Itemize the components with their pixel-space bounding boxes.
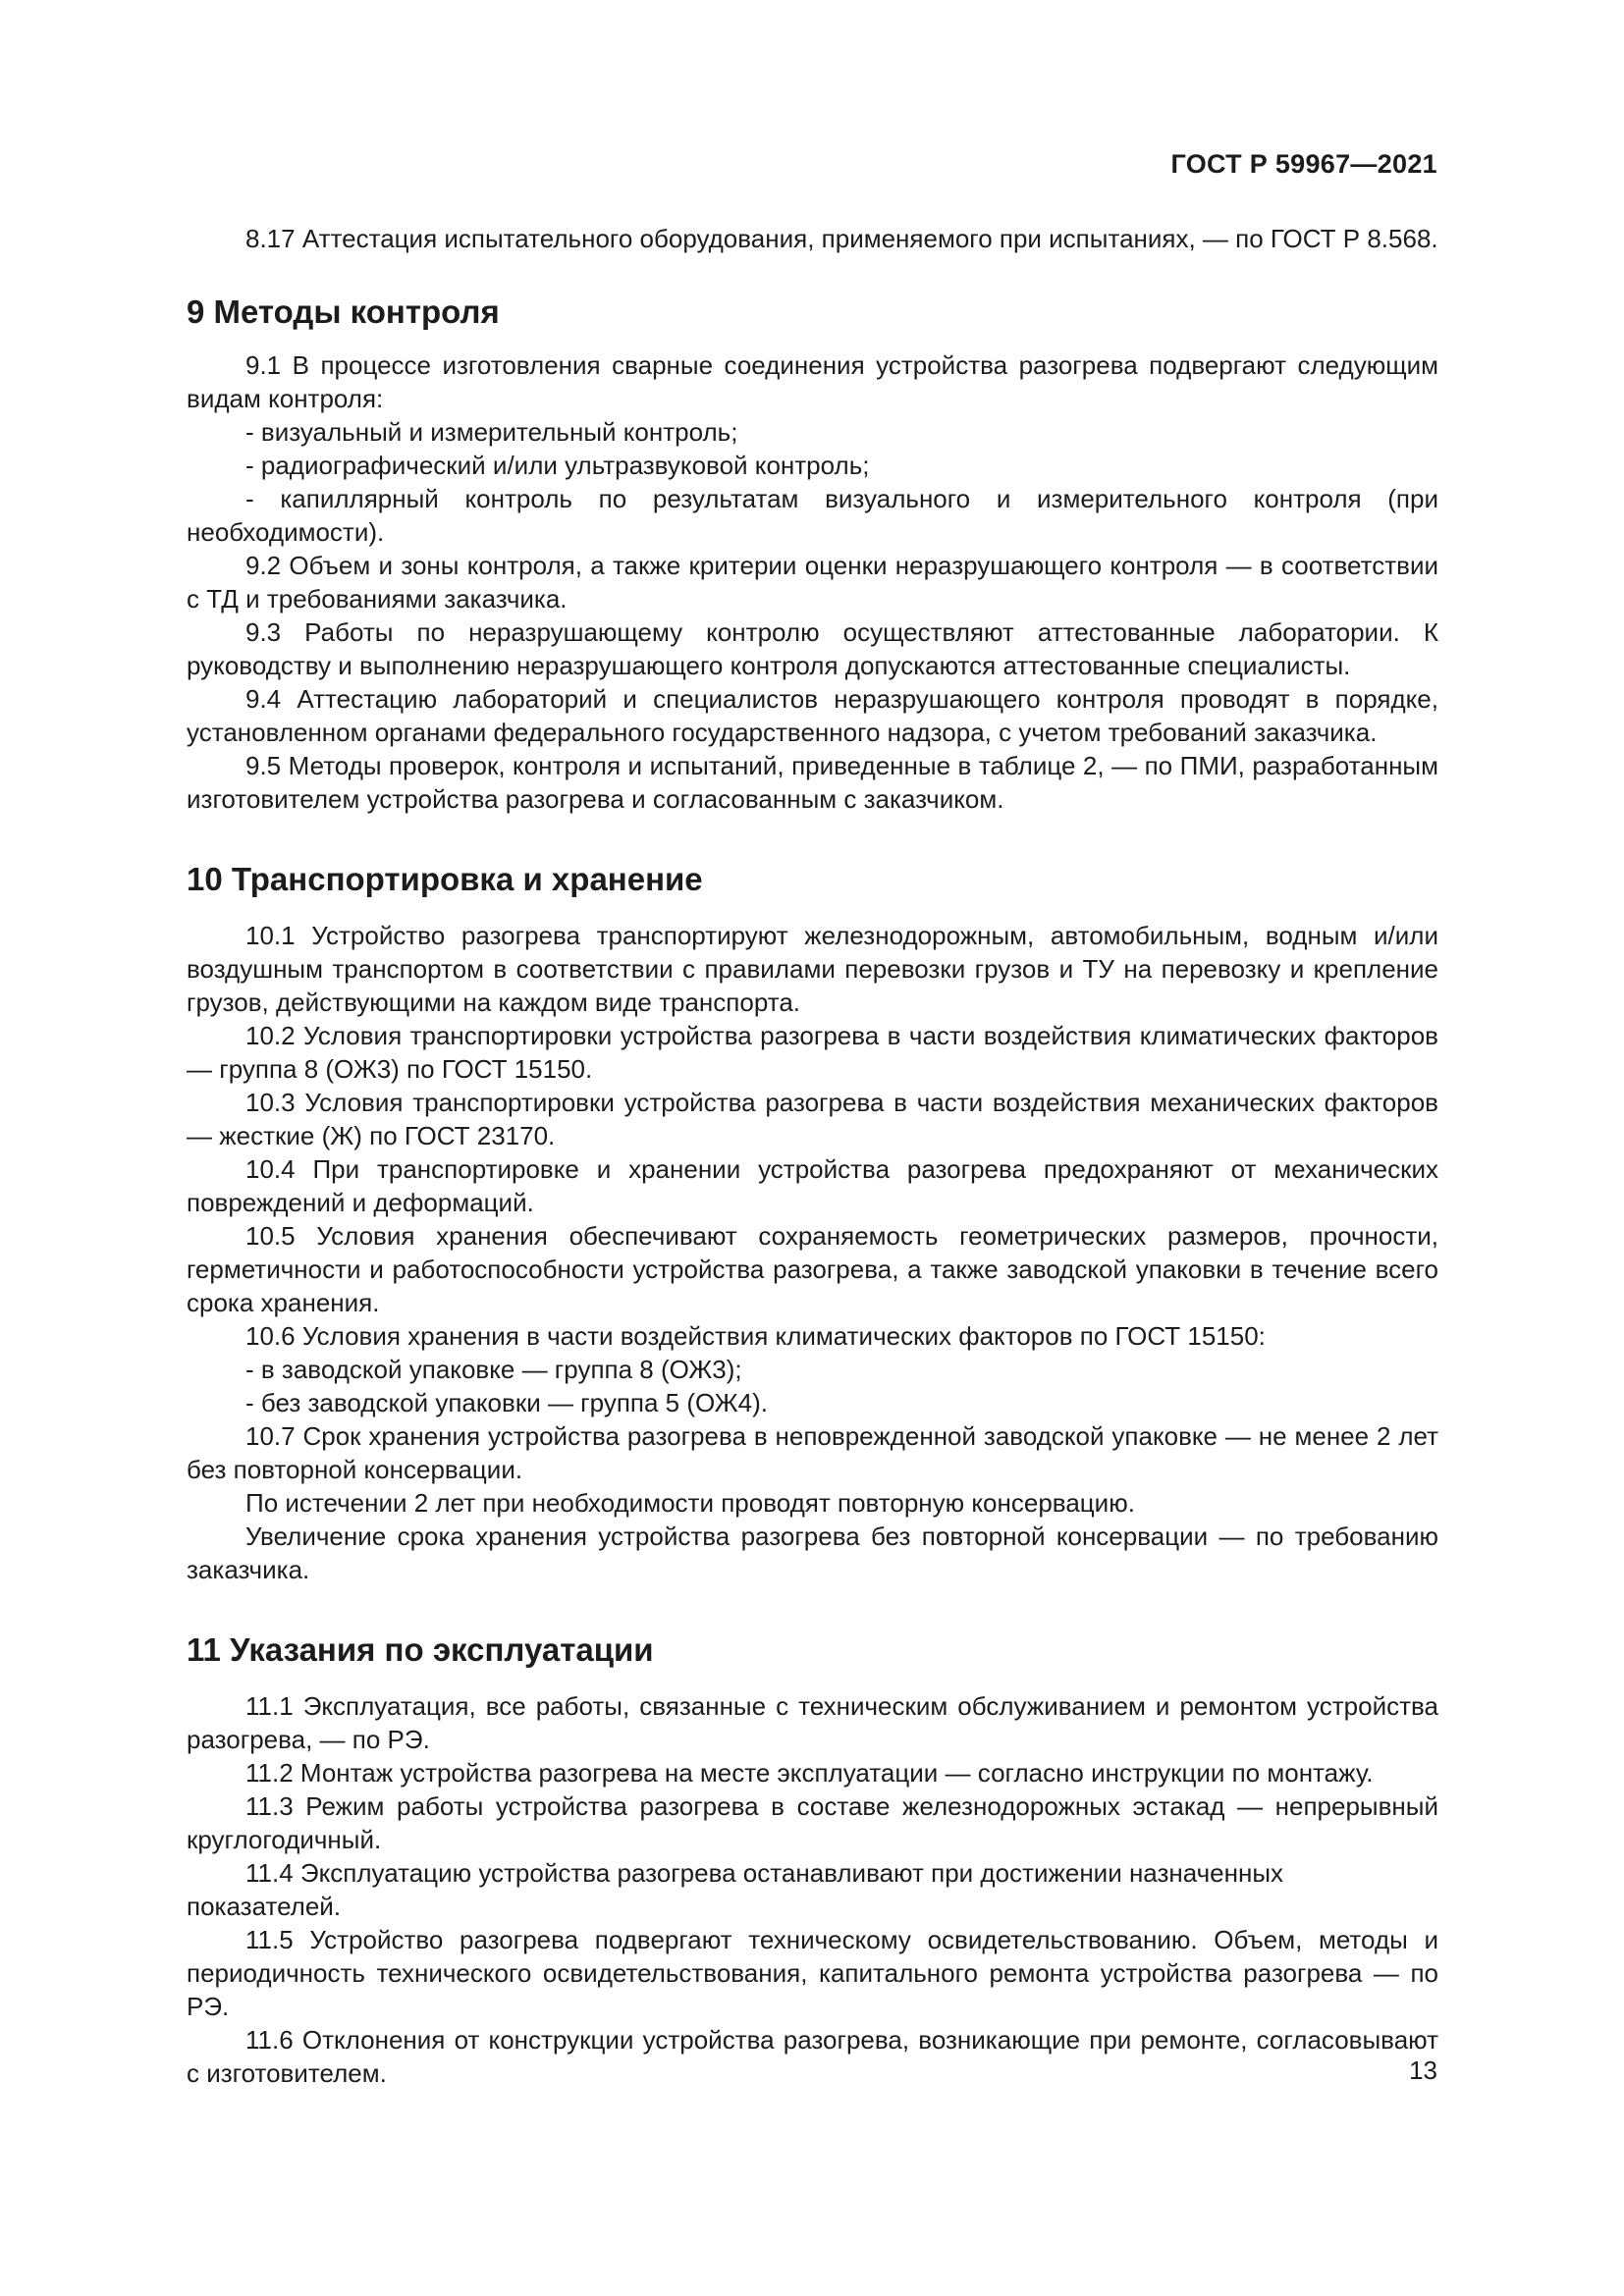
paragraph-8-17: 8.17 Аттестация испытательного оборудования, применяемого при испытаниях, — по ГОСТ Р 8.568.: [245, 224, 1438, 253]
paragraph-10-7-extension: Увеличение срока хранения устройства разогрева без повторной консервации — по требованию заказчика.: [187, 1522, 1438, 1584]
paragraph-10-7-note: По истечении 2 лет при необходимости проводят повторную консервацию.: [245, 1488, 1135, 1518]
paragraph-9-1: 9.1 В процессе изготовления сварные соединения устройства разогрева подвергают следующим видам контроля:: [187, 350, 1438, 413]
paragraph-10-3: 10.3 Условия транспортировки устройства разогрева в части воздействия механических факторов — жесткие (Ж) по ГОСТ 23170.: [187, 1088, 1438, 1150]
list-item: - визуальный и измерительный контроль;: [245, 417, 738, 447]
paragraph-11-2: 11.2 Монтаж устройства разогрева на месте эксплуатации — согласно инструкции по монтажу.: [245, 1758, 1374, 1788]
list-item: - в заводской упаковке — группа 8 (ОЖ3);: [245, 1355, 742, 1384]
section-10-title: 10 Транспортировка и хранение: [187, 861, 703, 897]
list-item: - капиллярный контроль по результатам визуального и измерительного контроля (при необходимости).: [187, 484, 1438, 547]
paragraph-11-4: 11.4 Эксплуатацию устройства разогрева останавливают при достижении назначенных показателей.: [187, 1858, 1284, 1921]
paragraph-11-1: 11.1 Эксплуатация, все работы, связанные с техническим обслуживанием и ремонтом устройства разогрева, — по РЭ.: [187, 1691, 1438, 1754]
page-number: 13: [1409, 2056, 1437, 2085]
list-item: - без заводской упаковки — группа 5 (ОЖ4).: [245, 1388, 769, 1417]
paragraph-11-5: 11.5 Устройство разогрева подвергают техническому освидетельствованию. Объем, методы и периодичность технического освидетельствования, капитального ремонта устройства разогрева — по РЭ.: [187, 1925, 1438, 2021]
paragraph-9-3: 9.3 Работы по неразрушающему контролю осуществляют аттестованные лаборатории. К руководству и выполнению неразрушающего контроля допускаются аттестованные специалисты.: [187, 617, 1438, 680]
paragraph-9-2: 9.2 Объем и зоны контроля, а также критерии оценки неразрушающего контроля — в соответствии с ТД и требованиями заказчика.: [187, 551, 1438, 614]
paragraph-9-4: 9.4 Аттестацию лабораторий и специалистов неразрушающего контроля проводят в порядке, установленном органами федерального государственного надзора, с учетом требований заказчика.: [187, 684, 1438, 747]
paragraph-11-3: 11.3 Режим работы устройства разогрева в составе железнодорожных эстакад — непрерывный круглогодичный.: [187, 1791, 1438, 1854]
paragraph-10-2: 10.2 Условия транспортировки устройства разогрева в части воздействия климатических факторов — группа 8 (ОЖ3) по ГОСТ 15150.: [187, 1021, 1438, 1084]
paragraph-11-6: 11.6 Отклонения от конструкции устройства разогрева, возникающие при ремонте, согласовывают с изготовителем.: [187, 2025, 1438, 2088]
paragraph-10-4: 10.4 При транспортировке и хранении устройства разогрева предохраняют от механических повреждений и деформаций.: [187, 1154, 1438, 1217]
paragraph-10-5: 10.5 Условия хранения обеспечивают сохраняемость геометрических размеров, прочности, герметичности и работоспособности устройства разогрева, а также заводской упаковки в течение всего срока хранения.: [187, 1221, 1438, 1317]
document-body: [187, 222, 1438, 2090]
paragraph-10-6: 10.6 Условия хранения в части воздействия климатических факторов по ГОСТ 15150:: [245, 1321, 1266, 1351]
document-header-id: ГОСТ Р 59967—2021: [1170, 149, 1437, 179]
section-9-title: 9 Методы контроля: [187, 294, 500, 330]
paragraph-10-7: 10.7 Срок хранения устройства разогрева в неповрежденной заводской упаковке — не менее 2 лет без повторной консервации.: [187, 1421, 1438, 1484]
list-item: - радиографический и/или ультразвуковой контроль;: [245, 451, 870, 480]
paragraph-10-1: 10.1 Устройство разогрева транспортируют железнодорожным, автомобильным, водным и/или воздушным транспортом в соответствии с правилами перевозки грузов и ТУ на перевозку и крепление грузов, действующими на каждом виде транспорта.: [187, 921, 1438, 1017]
section-11-title: 11 Указания по эксплуатации: [187, 1631, 654, 1668]
paragraph-9-5: 9.5 Методы проверок, контроля и испытаний, приведенные в таблице 2, — по ПМИ, разработанным изготовителем устройства разогрева и согласованным с заказчиком.: [187, 751, 1438, 814]
